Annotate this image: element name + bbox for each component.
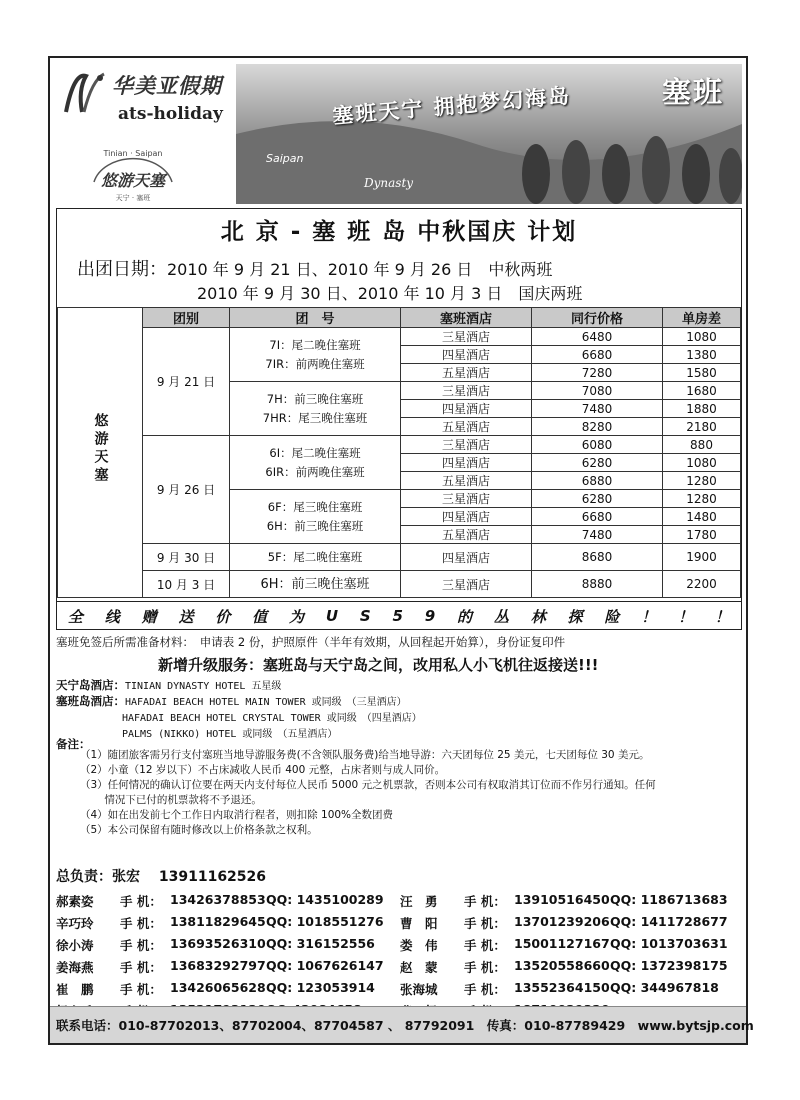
contact-qq: QQ: 344967818 [610, 980, 719, 995]
saipan-hotel-label: 塞班岛酒店： [56, 694, 125, 708]
price-cell: 6280 [532, 454, 663, 472]
saipan-hotel-line [56, 693, 407, 709]
price-cell: 8680 [532, 544, 663, 571]
side-label [58, 308, 143, 598]
contacts-section [56, 866, 740, 997]
gift-char: 全 [67, 607, 83, 626]
saipan-hotel-3: PALMS (NIKKO) HOTEL 或同级 （五星酒店） [122, 729, 338, 740]
gift-char: U [325, 607, 338, 625]
contact-name: 徐小涛 [56, 938, 94, 953]
team-code-line: 7HR：尾三晚住塞班 [262, 410, 368, 425]
gift-char: 探 [567, 607, 583, 626]
contact-qq: QQ: 316152556 [266, 936, 375, 951]
phone-label: 手 机： [464, 938, 506, 953]
price-cell: 7480 [532, 526, 663, 544]
svg-text:Tinian · Saipan: Tinian · Saipan [103, 149, 163, 158]
contact-name: 张海城 [400, 982, 438, 997]
brand-mark-icon [60, 66, 110, 122]
note-item: 情况下已付的机票款将不予退还。 [80, 794, 262, 806]
notes-label: 备注： [56, 737, 91, 751]
gift-char: 丛 [493, 607, 509, 626]
contact-qq: QQ: 1435100289 [266, 892, 384, 907]
flyer [48, 56, 754, 1045]
lead-contact: 总负责：张宏 13911162526 [56, 869, 267, 885]
phone-label: 手 机： [120, 894, 162, 909]
contact-qq: QQ: 1186713683 [610, 892, 728, 907]
group-date: 9 月 21 日 [143, 328, 230, 436]
contact-qq: QQ: 1067626147 [266, 958, 384, 973]
plan-title: 北 京 - 塞 班 岛 中秋国庆 计划 [220, 219, 578, 245]
contact-qq: QQ: 1018551276 [266, 914, 384, 929]
notes-list [80, 748, 740, 838]
brand-name-en: ats-holiday [118, 104, 223, 124]
hotel-cell: 四星酒店 [401, 346, 532, 364]
gift-char: ！ [641, 607, 657, 626]
tinian-hotel-label: 天宁岛酒店： [56, 678, 125, 692]
tinian-hotel: TINIAN DYNASTY HOTEL 五星级 [125, 681, 282, 692]
contact-row [56, 914, 740, 934]
contact-phone: 15001127167 [514, 936, 610, 951]
phone-label: 手 机： [464, 916, 506, 931]
contact-name: 崔 鹏 [56, 982, 94, 997]
single-cell: 1880 [663, 400, 741, 418]
departure-line1: 2010 年 9 月 21 日、2010 年 9 月 26 日 中秋两班 [167, 260, 553, 279]
single-cell: 880 [663, 436, 741, 454]
group-date: 9 月 26 日 [143, 436, 230, 544]
phone-label: 手 机： [120, 960, 162, 975]
contact-row [56, 936, 740, 956]
single-cell: 1900 [663, 544, 741, 571]
group-date: 9 月 30 日 [143, 544, 230, 571]
seal-logo-icon [88, 142, 178, 204]
team-code [230, 382, 401, 436]
free-gift-banner [57, 601, 741, 630]
contact-phone: 13811829645 [170, 914, 266, 929]
departure-dates-line2: 2010 年 9 月 30 日、2010 年 10 月 3 日 国庆两班 [197, 284, 583, 303]
hotel-cell: 四星酒店 [401, 508, 532, 526]
banner-slogan: 塞班天宁 拥抱梦幻海岛 [331, 82, 572, 129]
col-header-group: 团别 [143, 308, 230, 328]
team-code: 6H：前三晚住塞班 [230, 571, 401, 598]
hotel-cell: 四星酒店 [401, 400, 532, 418]
gift-char: 9 [424, 607, 436, 625]
single-cell: 2200 [663, 571, 741, 598]
note-item: （2）小童（12 岁以下）不占床减收人民币 400 元整，占床者则与成人同价。 [80, 764, 446, 776]
gift-char: 险 [604, 607, 620, 626]
team-code [230, 436, 401, 490]
contact-name: 曹 阳 [400, 916, 438, 931]
note-item: （5）本公司保留有随时修改以上价格条款之权利。 [80, 824, 318, 836]
departure-dates-line1 [77, 255, 552, 281]
visa-requirements: 塞班免签后所需准备材料： 申请表 2 份，护照原件（半年有效期，从回程起开始算），身份证复印件 [56, 635, 566, 649]
price-table [57, 307, 741, 598]
note-item: （1）随团旅客需另行支付塞班当地导游服务费(不含领队服务费)给当地导游：六天团每位 25 美元，七天团每位 30 美元。 [80, 749, 650, 761]
note-item: （3）任何情况的确认订位要在两天内支付每位人民币 5000 元之机票款，否则本公司有权取消其订位而不作另行通知。任何 [80, 779, 656, 791]
single-cell: 1380 [663, 346, 741, 364]
departure-label: 出团日期： [77, 259, 167, 280]
price-cell: 8880 [532, 571, 663, 598]
team-code-line: 7H：前三晚住塞班 [266, 391, 364, 406]
hotel-cell: 四星酒店 [401, 544, 532, 571]
contact-phone: 13701239206 [514, 914, 610, 929]
single-cell: 1680 [663, 382, 741, 400]
hotel-cell: 三星酒店 [401, 571, 532, 598]
contact-phone: 13520558660 [514, 958, 610, 973]
team-code: 5F：尾二晚住塞班 [230, 544, 401, 571]
table-row [58, 544, 741, 571]
col-header-code: 团 号 [230, 308, 401, 328]
phone-label: 手 机： [464, 982, 506, 997]
team-code-line: 6I：尾二晚住塞班 [269, 445, 361, 460]
single-cell: 1280 [663, 490, 741, 508]
team-code [230, 490, 401, 544]
contact-qq: QQ: 1013703631 [610, 936, 728, 951]
contact-row [56, 892, 740, 912]
single-cell: 1280 [663, 472, 741, 490]
single-cell: 1780 [663, 526, 741, 544]
gift-char: 线 [104, 607, 120, 626]
contact-phone: 13910516450 [514, 892, 610, 907]
contact-name: 娄 伟 [400, 938, 438, 953]
gift-char: S [359, 607, 371, 625]
table-row [58, 436, 741, 454]
contact-name: 赵 蒙 [400, 960, 438, 975]
single-cell: 2180 [663, 418, 741, 436]
single-cell: 1080 [663, 454, 741, 472]
contact-phone: 13426378853 [170, 892, 266, 907]
phone-label: 手 机： [120, 916, 162, 931]
phone-label: 手 机： [464, 894, 506, 909]
brand-name-cn: 华美亚假期 [112, 73, 222, 98]
price-cell: 7480 [532, 400, 663, 418]
contact-qq: QQ: 1372398175 [610, 958, 728, 973]
banner-mark-dynasty: Dynasty [364, 176, 414, 190]
col-header-single: 单房差 [663, 308, 741, 328]
contact-name: 辛巧玲 [56, 916, 94, 931]
contact-phone: 13552364150 [514, 980, 610, 995]
price-cell: 7280 [532, 364, 663, 382]
gift-char: 林 [530, 607, 546, 626]
single-cell: 1080 [663, 328, 741, 346]
hotel-cell: 五星酒店 [401, 418, 532, 436]
team-code [230, 328, 401, 382]
plan-box [56, 208, 742, 630]
single-cell: 1580 [663, 364, 741, 382]
team-code-line: 7I：尾二晚住塞班 [269, 337, 361, 352]
team-code-line: 6F：尾三晚住塞班 [267, 499, 363, 514]
price-cell: 6480 [532, 328, 663, 346]
contact-qq: QQ: 123053914 [266, 980, 375, 995]
team-code-line: 6IR：前两晚住塞班 [265, 464, 365, 479]
upgrade-service: 新增升级服务：塞班岛与天宁岛之间，改用私人小飞机往返接送!!! [158, 656, 599, 674]
gift-char: 送 [178, 607, 194, 626]
hotel-cell: 五星酒店 [401, 472, 532, 490]
group-date: 10 月 3 日 [143, 571, 230, 598]
banner-corner-title: 塞班 [661, 75, 724, 109]
price-cell: 8280 [532, 418, 663, 436]
contact-name: 汪 勇 [400, 894, 438, 909]
hotel-cell: 五星酒店 [401, 526, 532, 544]
single-cell: 1480 [663, 508, 741, 526]
header-banner [50, 58, 746, 208]
table-header-row [58, 308, 741, 328]
contact-row [56, 980, 740, 1000]
table-row [58, 328, 741, 346]
gift-char: 价 [215, 607, 231, 626]
price-cell: 6680 [532, 346, 663, 364]
table-row [58, 571, 741, 598]
col-header-hotel: 塞班酒店 [401, 308, 532, 328]
contact-qq: QQ: 1411728677 [610, 914, 728, 929]
side-label-text: 悠游天塞 [92, 413, 109, 485]
contact-phone: 13683292797 [170, 958, 266, 973]
gift-char: ！ [714, 607, 730, 626]
banner-photo [236, 64, 742, 204]
hotel-cell: 三星酒店 [401, 328, 532, 346]
contact-name: 姜海燕 [56, 960, 94, 975]
price-cell: 6280 [532, 490, 663, 508]
saipan-hotel-2: HAFADAI BEACH HOTEL CRYSTAL TOWER 或同级 （四星酒店） [122, 713, 422, 724]
gift-char: 的 [457, 607, 473, 626]
note-item: （4）如在出发前七个工作日内取消行程者，则扣除 100%全数团费 [80, 809, 394, 821]
gift-char: ！ [678, 607, 694, 626]
svg-text:悠游天塞: 悠游天塞 [100, 171, 166, 190]
footer-contact-bar: 联系电话：010-87702013、87702004、87704587 、 87792091 传真：010-87789429 www.bytsjp.com [50, 1006, 746, 1043]
contact-phone: 13693526310 [170, 936, 266, 951]
hotel-cell: 三星酒店 [401, 436, 532, 454]
hotel-cell: 四星酒店 [401, 454, 532, 472]
phone-label: 手 机： [120, 938, 162, 953]
gift-char: 赠 [141, 607, 157, 626]
gift-char: 为 [288, 607, 304, 626]
svg-text:天宁 · 塞班: 天宁 · 塞班 [115, 194, 151, 202]
brand-logo [56, 64, 226, 204]
gift-char: 5 [392, 607, 403, 625]
hotel-cell: 五星酒店 [401, 364, 532, 382]
phone-label: 手 机： [464, 960, 506, 975]
contact-name: 郝素姿 [56, 894, 94, 909]
hotel-cell: 三星酒店 [401, 382, 532, 400]
col-header-price: 同行价格 [532, 308, 663, 328]
price-cell: 6880 [532, 472, 663, 490]
team-code-line: 7IR：前两晚住塞班 [265, 356, 365, 371]
team-code-line: 6H：前三晚住塞班 [266, 518, 364, 533]
price-cell: 7080 [532, 382, 663, 400]
tinian-hotel-line [56, 677, 281, 693]
hotel-cell: 三星酒店 [401, 490, 532, 508]
price-cell: 6680 [532, 508, 663, 526]
banner-mark: Saipan [266, 152, 304, 165]
gift-char: 值 [252, 607, 268, 626]
price-cell: 6080 [532, 436, 663, 454]
phone-label: 手 机： [120, 982, 162, 997]
contact-phone: 13426065628 [170, 980, 266, 995]
contact-row [56, 958, 740, 978]
saipan-hotel-1: HAFADAI BEACH HOTEL MAIN TOWER 或同级 （三星酒店） [125, 697, 407, 708]
